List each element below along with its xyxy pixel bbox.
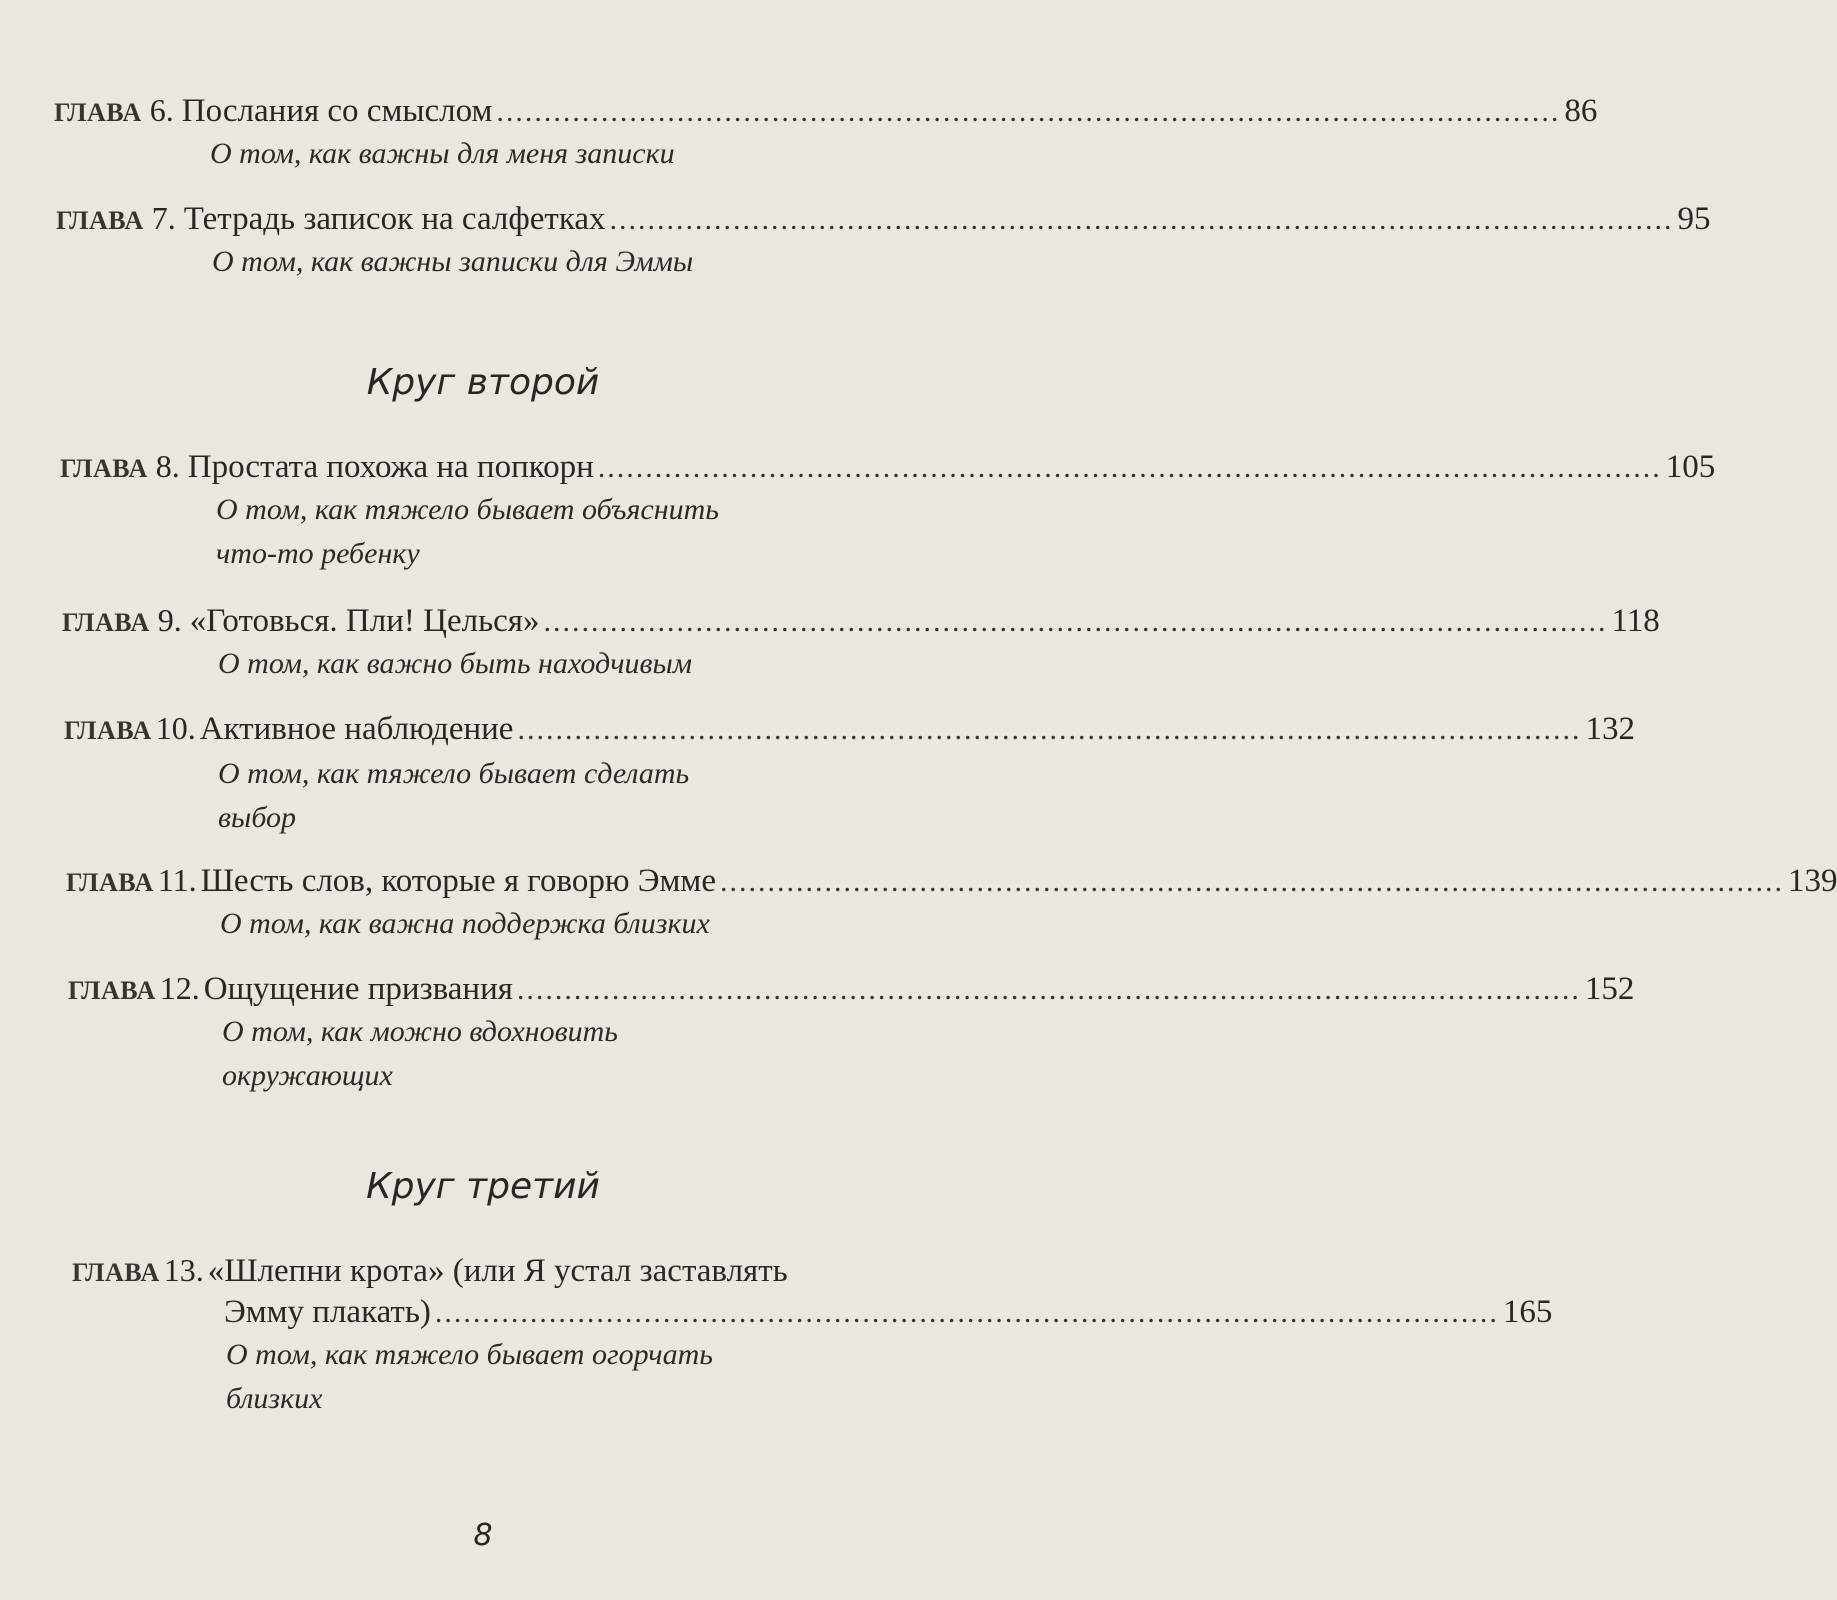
dot-leader: ................................................................................................................ <box>543 605 1608 638</box>
chapter-subtitle-line-2: близких <box>226 1382 323 1415</box>
chapter-title: Простата похожа на попкорн <box>187 449 594 485</box>
dot-leader: ................................................................................................................ <box>609 203 1674 236</box>
toc-entry-chapter-13[interactable] <box>72 1252 1553 1421</box>
chapter-page-number: 165 <box>1502 1294 1553 1330</box>
toc-entry-chapter-9[interactable] <box>62 602 1660 686</box>
chapter-subtitle: О том, как важны для меня записки <box>210 137 675 170</box>
chapter-page-number: 86 <box>1564 93 1598 129</box>
chapter-subtitle: О том, как важно быть находчивым <box>218 647 693 680</box>
chapter-number: 11. <box>157 862 197 898</box>
chapter-page-number: 139 <box>1787 863 1837 899</box>
chapter-number: 6. <box>149 92 174 128</box>
chapter-subtitle-line-1: О том, как тяжело бывает объяснить <box>216 493 719 526</box>
chapter-subtitle: О том, как важны записки для Эммы <box>212 245 694 278</box>
chapter-subtitle-line-2: что-то ребенку <box>216 537 420 570</box>
chapter-label: ГЛАВА <box>56 206 144 235</box>
chapter-subtitle-line-2: окружающих <box>222 1059 393 1092</box>
toc-entry-chapter-11[interactable] <box>66 862 1837 946</box>
dot-leader: ................................................................................................................ <box>517 713 1582 746</box>
chapter-title: Активное наблюдение <box>199 711 514 747</box>
chapter-number: 12. <box>159 970 200 1006</box>
toc-entry-chapter-12[interactable] <box>68 970 1635 1098</box>
toc-entry-chapter-8[interactable] <box>60 448 1716 576</box>
dot-leader: ................................................................................................................ <box>597 451 1662 484</box>
chapter-label: ГЛАВА <box>62 608 150 637</box>
chapter-subtitle-line-1: О том, как тяжело бывает сделать <box>218 757 690 790</box>
chapter-title: Ощущение призвания <box>203 971 513 1007</box>
chapter-page-number: 118 <box>1611 603 1660 639</box>
chapter-page-number: 95 <box>1677 201 1711 237</box>
chapter-number: 10. <box>155 710 196 746</box>
chapter-label: ГЛАВА <box>54 98 142 127</box>
chapter-subtitle-line-2: выбор <box>218 801 297 834</box>
chapter-page-number: 132 <box>1585 711 1635 747</box>
dot-leader: ................................................................................................................ <box>719 865 1784 898</box>
chapter-label: ГЛАВА <box>68 976 156 1005</box>
chapter-subtitle-line-1: О том, как тяжело бывает огорчать <box>226 1338 713 1371</box>
dot-leader: ................................................................................................................ <box>516 973 1581 1006</box>
chapter-title: Послания со смыслом <box>181 93 493 129</box>
chapter-label: ГЛАВА <box>64 716 152 745</box>
chapter-number: 9. <box>157 602 182 638</box>
section-heading-third: Круг третий <box>366 1166 600 1207</box>
dot-leader: ................................................................................................................ <box>434 1296 1499 1329</box>
chapter-subtitle: О том, как важна поддержка близких <box>220 907 710 940</box>
chapter-subtitle-line-1: О том, как можно вдохновить <box>222 1015 618 1048</box>
section-heading-second: Круг второй <box>366 362 600 403</box>
chapter-page-number: 105 <box>1665 449 1716 485</box>
chapter-number: 8. <box>155 448 180 484</box>
chapter-number: 13. <box>163 1252 204 1288</box>
chapter-page-number: 152 <box>1584 971 1635 1007</box>
toc-entry-chapter-10[interactable] <box>64 710 1635 840</box>
toc-entry-chapter-7[interactable] <box>56 200 1711 284</box>
chapter-title: «Готовься. Пли! Целься» <box>189 603 540 639</box>
chapter-number: 7. <box>151 200 176 236</box>
page-number: 8 <box>473 1518 493 1553</box>
dot-leader: ................................................................................................................ <box>496 95 1561 128</box>
chapter-label: ГЛАВА <box>72 1258 160 1287</box>
chapter-title: Тетрадь записок на салфетках <box>183 201 606 237</box>
chapter-label: ГЛАВА <box>60 454 148 483</box>
chapter-label: ГЛАВА <box>66 868 154 897</box>
chapter-title: Шесть слов, которые я говорю Эмме <box>200 863 716 899</box>
chapter-title-line-1: «Шлепни крота» (или Я устал заставлять <box>207 1253 788 1289</box>
toc-entry-chapter-6[interactable] <box>54 92 1598 176</box>
chapter-title-line-2: Эмму плакать) <box>224 1294 431 1330</box>
